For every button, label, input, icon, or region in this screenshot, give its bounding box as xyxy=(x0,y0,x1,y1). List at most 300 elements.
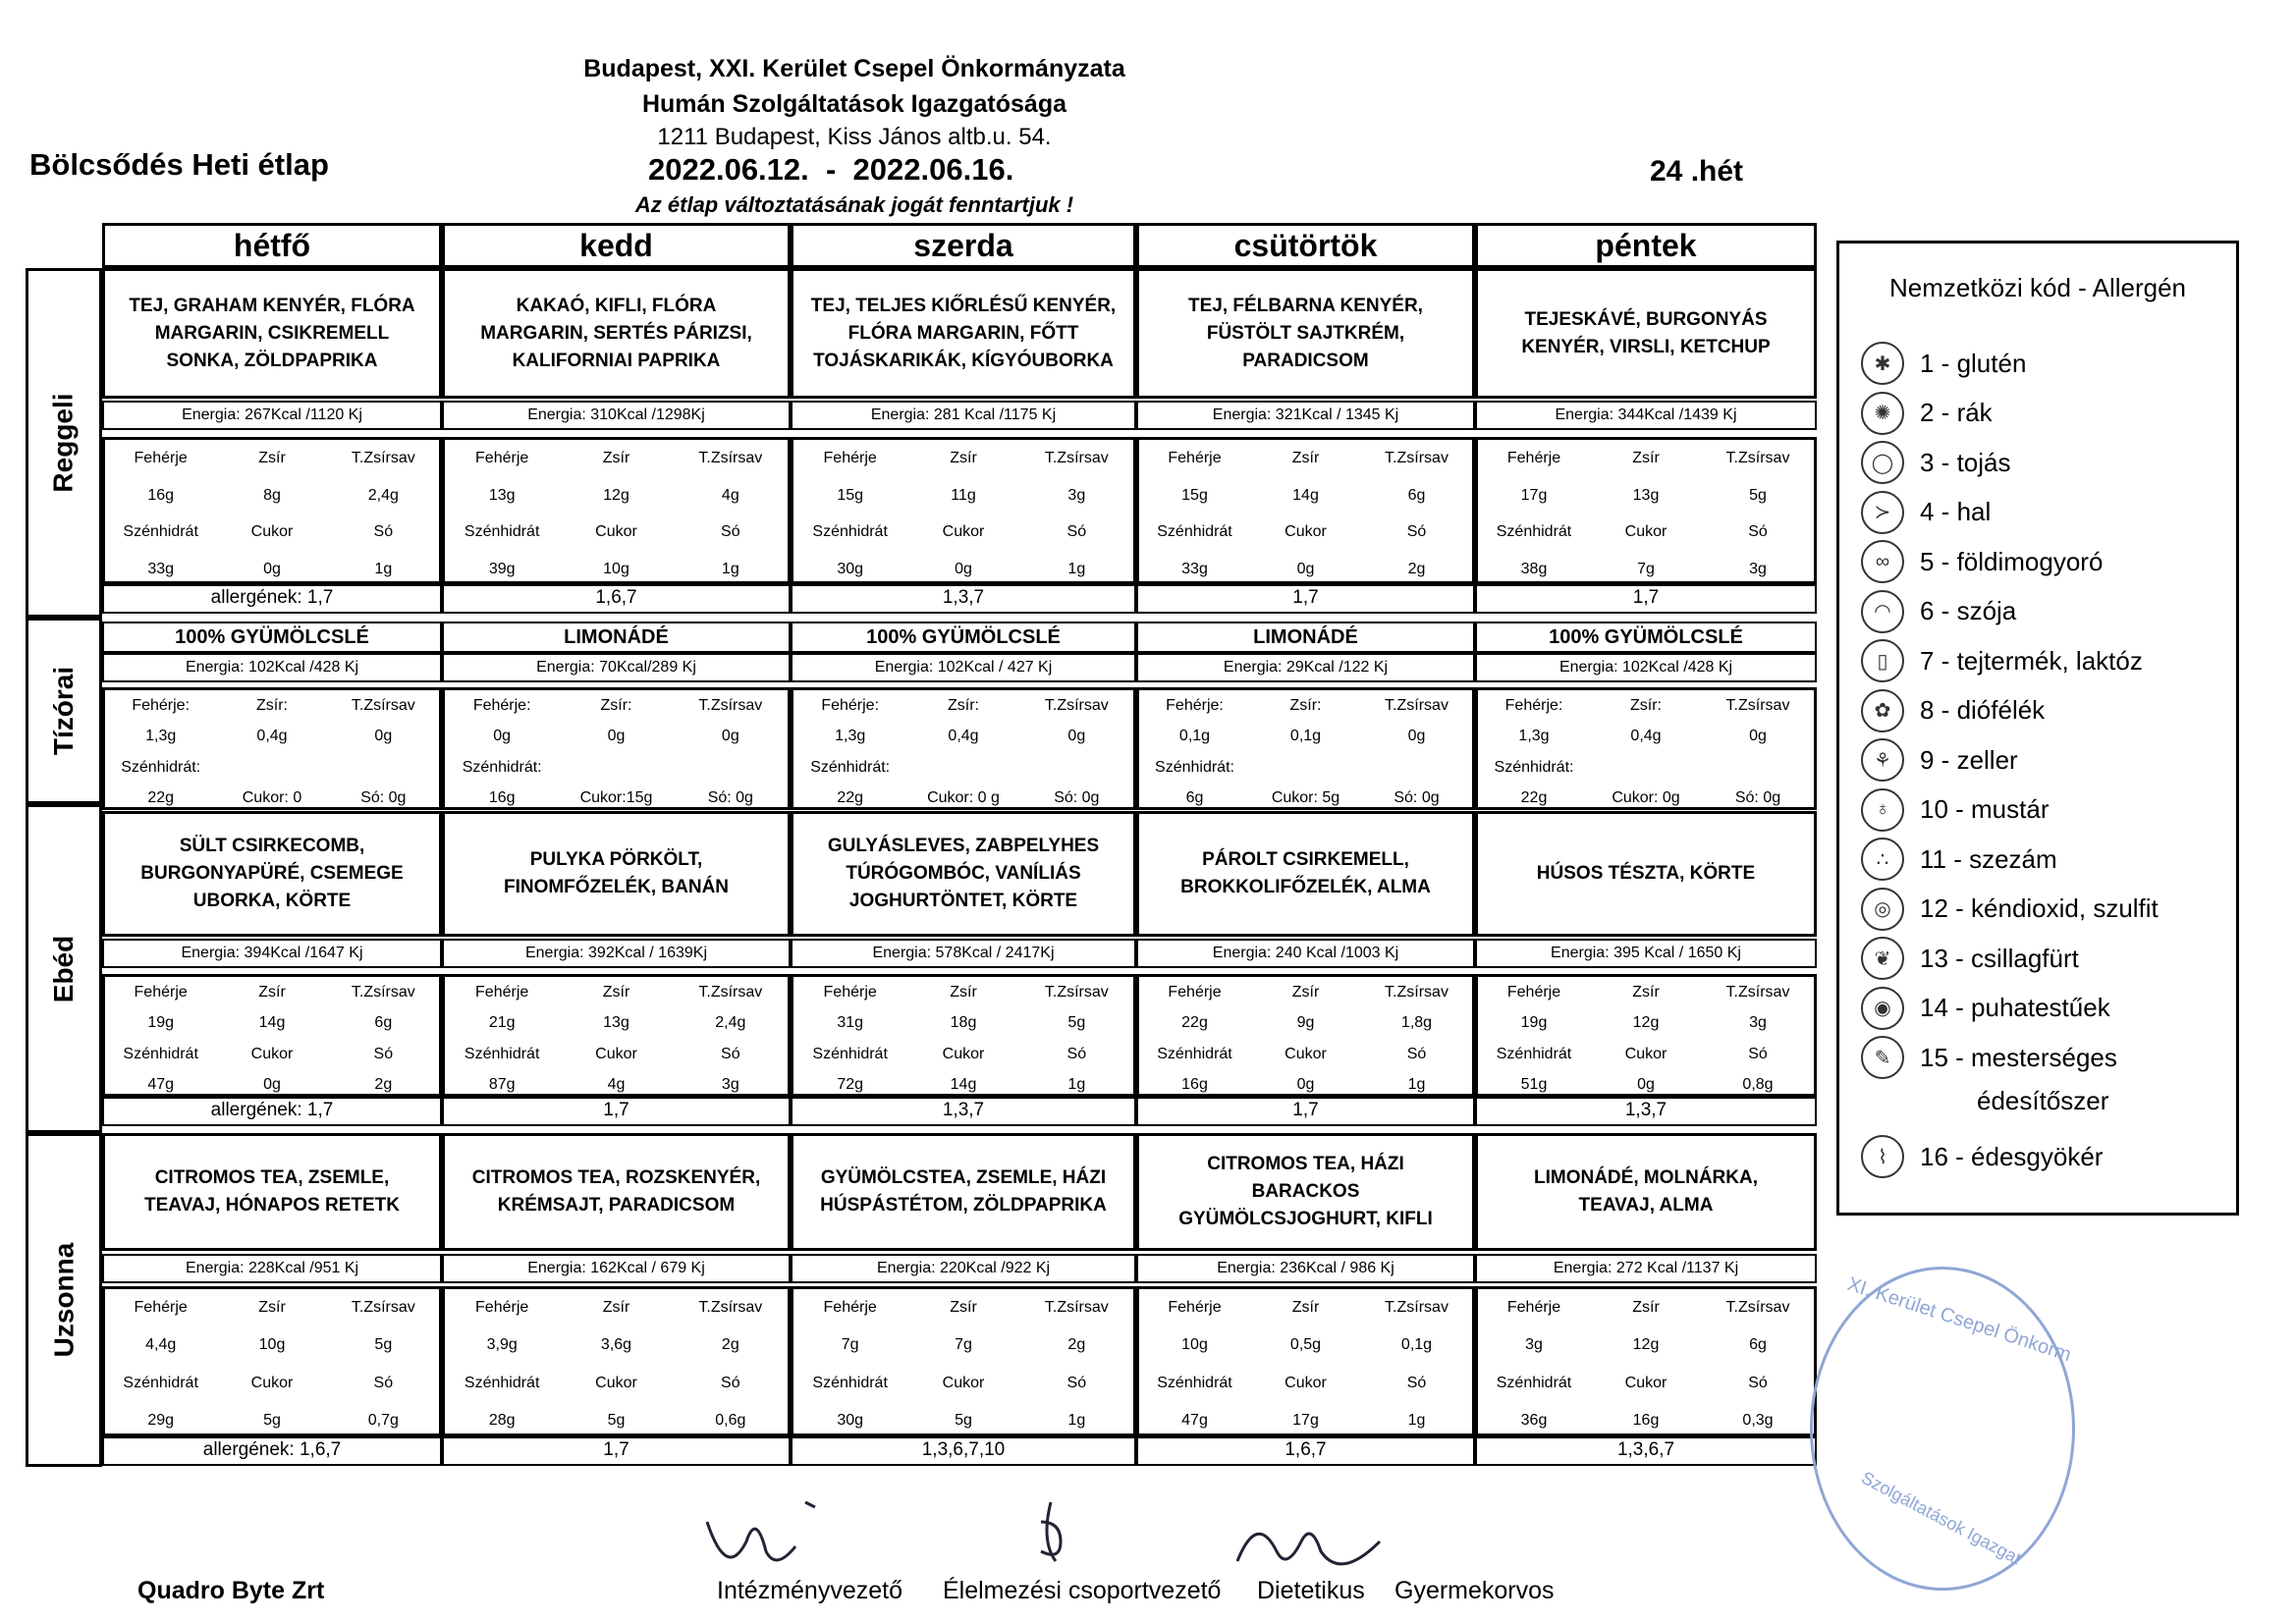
nutrient-value: Fehérje xyxy=(475,984,529,1001)
nutrient-value: Fehérje xyxy=(475,450,529,466)
menu-line: FINOMFŐZELÉK, BANÁN xyxy=(503,877,730,897)
nutrition-table xyxy=(1475,1286,1817,1436)
nutrient-value xyxy=(906,752,1019,783)
legend-label: 3 - tojás xyxy=(1920,447,2011,477)
menu-line: TEJESKÁVÉ, BURGONYÁS xyxy=(1524,308,1768,330)
nutrition-table xyxy=(442,437,791,584)
week-number: 24 .hét xyxy=(1650,155,1744,188)
nutrition-table xyxy=(1136,687,1475,810)
nutrient-value: Só xyxy=(373,1045,394,1062)
nutrient-value: 14g xyxy=(950,1075,977,1093)
nutrient-value: Só xyxy=(373,523,394,540)
legend-label: 14 - puhatestűek xyxy=(1920,993,2110,1022)
nutrient-value: 1g xyxy=(1407,1075,1426,1093)
nutrient-value: Zsír xyxy=(1291,1299,1320,1316)
energy-value: Energia: 102Kcal / 427 Kj xyxy=(791,653,1136,682)
menu-line: GYÜMÖLCSJOGHURT, KIFLI xyxy=(1178,1209,1433,1229)
nutrient-value: Cukor: 0 xyxy=(242,788,302,806)
nutrient-value: Szénhidrát xyxy=(1157,1374,1232,1391)
nutrient-value: T.Zsírsav xyxy=(1725,450,1790,466)
nutrient-value: 0g xyxy=(607,728,626,745)
nutrient-value: Fehérje xyxy=(1506,1299,1561,1316)
nutrient-value: 5g xyxy=(263,1411,281,1429)
menu-line: MARGARIN, SERTÉS PÁRIZSI, xyxy=(480,322,752,344)
nutrient-value: Fehérje xyxy=(1506,984,1561,1001)
menu-items xyxy=(791,1133,1136,1251)
nutrient-value: 0,1g xyxy=(1289,728,1322,745)
nutrient-value: Cukor xyxy=(1285,1374,1327,1391)
nutrient-value: Szénhidrát xyxy=(1496,1045,1572,1062)
nutrient-value: Fehérje xyxy=(1168,1299,1222,1316)
nutrient-value: 13g xyxy=(603,1014,629,1032)
nutrient-value: 0g xyxy=(493,728,512,745)
nutrition-table xyxy=(1475,687,1817,810)
nutrient-value: Cukor xyxy=(1285,1045,1327,1062)
nutrient-value: Fehérje xyxy=(823,984,877,1001)
nutrient-value: 19g xyxy=(1520,1014,1548,1032)
menu-line: KAKAÓ, KIFLI, FLÓRA xyxy=(516,295,717,316)
nutrient-value: Cukor: 0 g xyxy=(927,788,1000,806)
crab-icon: ✺ xyxy=(1861,392,1904,435)
menu-line: SÜLT CSIRKECOMB, xyxy=(179,836,365,856)
nutrient-value: Zsír: xyxy=(1289,697,1322,714)
nutrient-value: 11g xyxy=(951,486,976,504)
nutrient-value: 16g xyxy=(147,486,175,504)
nutrient-value: 15g xyxy=(837,486,864,504)
menu-items xyxy=(1475,1133,1817,1251)
menu-line: TOJÁSKARIKÁK, KÍGYÓUBORKA xyxy=(813,350,1114,371)
legend-label: 6 - szója xyxy=(1920,596,2017,625)
menu-line: BURGONYAPÜRÉ, CSEMEGE xyxy=(140,863,404,884)
nutrient-value: Só xyxy=(1748,1045,1768,1062)
nutrient-value: 6g xyxy=(1749,1336,1767,1354)
nutrient-value: 4g xyxy=(607,1075,626,1093)
nutrient-value: Zsír xyxy=(258,1299,286,1316)
meal-label-afternoon-snack: Uzsonna xyxy=(26,1133,102,1467)
allergen-codes: 1,3,7 xyxy=(791,1097,1136,1126)
nutrient-value: Zsír xyxy=(602,1299,630,1316)
menu-line: HÚSOS TÉSZTA, KÖRTE xyxy=(1536,863,1756,884)
nutrient-value: Só xyxy=(1406,1374,1427,1391)
allergen-codes: 1,7 xyxy=(1136,1097,1475,1126)
menu-items xyxy=(1475,811,1817,937)
menu-line: BROKKOLIFŐZELÉK, ALMA xyxy=(1180,877,1431,897)
menu-items xyxy=(791,268,1136,399)
allergen-codes: 1,7 xyxy=(442,1436,791,1466)
menu-line: SONKA, ZÖLDPAPRIKA xyxy=(166,350,378,371)
legend-item xyxy=(1861,888,2159,931)
nutrition-table xyxy=(791,974,1136,1097)
drink-name: 100% GYÜMÖLCSLÉ xyxy=(102,622,442,653)
nutrient-value: T.Zsírsav xyxy=(1044,984,1109,1001)
nutrient-value: Fehérje xyxy=(134,1299,188,1316)
nutrient-value: 47g xyxy=(1181,1411,1208,1429)
nutrition-table xyxy=(791,687,1136,810)
nutrient-value: 0g xyxy=(374,728,393,745)
nutrient-value: Só: 0g xyxy=(1054,788,1100,806)
nutrient-value: 0,6g xyxy=(715,1411,746,1429)
signature-label-pediatrician: Gyermekorvos xyxy=(1394,1577,1555,1604)
nutrient-value: Fehérje: xyxy=(821,697,880,714)
menu-line: PULYKA PÖRKÖLT, xyxy=(529,849,703,870)
drink-name: LIMONÁDÉ xyxy=(442,622,791,653)
menu-title: Bölcsődés Heti étlap xyxy=(29,147,329,182)
nutrient-value: Só xyxy=(1748,1374,1768,1391)
meal-label-breakfast: Reggeli xyxy=(26,268,102,618)
legend-item xyxy=(1861,491,1991,534)
nutrient-value: T.Zsírsav xyxy=(1044,450,1109,466)
allergen-legend xyxy=(1836,241,2239,1216)
energy-value: Energia: 29Kcal /122 Kj xyxy=(1136,653,1475,682)
nutrition-table xyxy=(102,1286,442,1436)
menu-line: KRÉMSAJT, PARADICSOM xyxy=(497,1195,736,1216)
nutrient-value: Cukor xyxy=(1624,1374,1667,1391)
nutrient-value: Zsír xyxy=(950,450,977,466)
nutrient-value: 0,1g xyxy=(1400,1336,1433,1354)
nutrient-value: 5g xyxy=(1067,1014,1086,1032)
nutrient-value: Zsír xyxy=(258,450,286,466)
nutrient-value: Szénhidrát xyxy=(123,1045,198,1062)
legend-label: 7 - tejtermék, laktóz xyxy=(1920,645,2143,676)
nutrient-value: 3,6g xyxy=(600,1336,632,1354)
nutrient-value: 1,8g xyxy=(1400,1014,1433,1032)
legend-item xyxy=(1861,590,2016,633)
nutrient-value: 3g xyxy=(1067,486,1086,504)
nutrient-value: 0g xyxy=(1749,728,1767,745)
nutrient-value: 21g xyxy=(488,1014,516,1032)
day-header-monday: hétfő xyxy=(102,223,442,268)
allergen-codes: 1,7 xyxy=(1136,584,1475,614)
nutrient-value: 4g xyxy=(721,486,739,504)
nutrient-value: 0g xyxy=(955,560,972,577)
nutrient-value: Cukor xyxy=(1624,1045,1667,1062)
menu-line: TÚRÓGOMBÓC, VANÍLIÁS xyxy=(846,863,1081,884)
nutrition-table xyxy=(1136,437,1475,584)
nutrient-value: T.Zsírsav xyxy=(1385,984,1449,1001)
legend-label: 13 - csillagfürt xyxy=(1920,943,2079,973)
nutrient-value: 16g xyxy=(1632,1411,1660,1429)
legend-item xyxy=(1861,788,2050,832)
nutrient-value: 3g xyxy=(1525,1336,1543,1354)
nutrient-value: 1g xyxy=(1067,560,1086,577)
menu-line: PARADICSOM xyxy=(1242,350,1369,371)
nutrient-value: Szénhidrát xyxy=(1157,1045,1232,1062)
nutrient-value: 2,4g xyxy=(715,1014,746,1032)
nutrient-value: Szénhidrát xyxy=(1496,523,1572,540)
nutrient-value: Só xyxy=(1066,1374,1087,1391)
legend-label: 1 - glutén xyxy=(1920,348,2027,378)
nutrient-value: 3g xyxy=(721,1075,739,1093)
handwritten-signatures xyxy=(687,1492,1100,1591)
menu-line: GULYÁSLEVES, ZABPELYHES xyxy=(827,836,1100,856)
nutrient-value: Cukor xyxy=(250,1045,294,1062)
drink-name: LIMONÁDÉ xyxy=(1136,622,1475,653)
nutrient-value: 0,1g xyxy=(1178,728,1211,745)
nutrient-value: Szénhidrát: xyxy=(462,758,542,776)
sesame-icon: ∴ xyxy=(1861,838,1904,881)
nutrient-value: T.Zsírsav xyxy=(698,697,763,714)
nutrient-value: Szénhidrát xyxy=(812,1374,888,1391)
nutrient-value: 7g xyxy=(841,1336,859,1354)
energy-value: Energia: 102Kcal /428 Kj xyxy=(1475,653,1817,682)
nutrient-value: 12g xyxy=(603,486,629,504)
energy-value: Energia: 220Kcal /922 Kj xyxy=(791,1254,1136,1283)
nutrient-value: 1g xyxy=(721,560,739,577)
nutrient-value: 0,5g xyxy=(1289,1336,1322,1354)
nutrient-value: Szénhidrát xyxy=(1496,1374,1572,1391)
nutrient-value: Cukor xyxy=(250,1374,294,1391)
legend-item xyxy=(1861,738,2018,782)
menu-line: PÁROLT CSIRKEMELL, xyxy=(1202,849,1409,870)
nutrient-value: 1g xyxy=(374,560,393,577)
nutrient-value: 13g xyxy=(1632,486,1660,504)
nutrient-value: Fehérje xyxy=(823,1299,877,1316)
menu-line: LIMONÁDÉ, MOLNÁRKA, xyxy=(1534,1167,1758,1188)
allergen-codes: allergének: 1,6,7 xyxy=(102,1436,442,1466)
allergen-codes: allergének: 1,7 xyxy=(102,584,442,614)
nutrient-value: T.Zsírsav xyxy=(698,450,763,466)
allergen-codes: 1,6,7 xyxy=(442,584,791,614)
official-stamp: XI. Kerület Csepel Önkorm Szolgáltatások Igazgat xyxy=(1810,1267,2075,1591)
energy-value: Energia: 102Kcal /428 Kj xyxy=(102,653,442,682)
nut-icon: ✿ xyxy=(1861,689,1904,732)
allergen-codes: 1,3,6,7,10 xyxy=(791,1436,1136,1466)
legend-item xyxy=(1977,1086,2108,1116)
legend-label: 10 - mustár xyxy=(1920,794,2050,824)
mustard-icon: ♁ xyxy=(1861,788,1904,832)
nutrient-value: Só xyxy=(1066,523,1087,540)
legend-label: 16 - édesgyökér xyxy=(1920,1141,2104,1171)
nutrient-value xyxy=(1702,752,1814,783)
nutrient-value: 1g xyxy=(1067,1075,1086,1093)
menu-line: TEJ, GRAHAM KENYÉR, FLÓRA xyxy=(129,295,415,316)
menu-line: KALIFORNIAI PAPRIKA xyxy=(512,350,721,371)
mollusc-icon: ◉ xyxy=(1861,987,1904,1030)
nutrient-value: 2g xyxy=(374,1075,393,1093)
energy-value: Energia: 240 Kcal /1003 Kj xyxy=(1136,939,1475,968)
org-department: Humán Szolgáltatások Igazgatósága xyxy=(641,90,1067,118)
nutrient-value: Szénhidrát xyxy=(1157,523,1232,540)
nutrient-value: Só: 0g xyxy=(1734,788,1781,806)
nutrient-value: 3g xyxy=(1749,1014,1767,1032)
nutrient-value: Zsír xyxy=(602,450,630,466)
nutrient-value: Só xyxy=(1406,1045,1427,1062)
energy-value: Energia: 236Kcal / 986 Kj xyxy=(1136,1254,1475,1283)
legend-label: 5 - földimogyoró xyxy=(1920,546,2104,576)
nutrient-value: Zsír xyxy=(1291,450,1320,466)
nutrient-value: 1g xyxy=(1067,1411,1086,1429)
nutrient-value: Fehérje: xyxy=(1504,697,1563,714)
disclaimer: Az étlap változtatásának jogát fenntartjuk ! xyxy=(634,192,1074,217)
nutrient-value: 47g xyxy=(147,1075,175,1093)
nutrient-value: T.Zsírsav xyxy=(351,1299,415,1316)
nutrient-value: T.Zsírsav xyxy=(1385,697,1449,714)
nutrient-value: Zsír xyxy=(950,984,977,1001)
nutrient-value: 36g xyxy=(1520,1411,1548,1429)
nutrient-value: T.Zsírsav xyxy=(1385,1299,1449,1316)
legend-label: 2 - rák xyxy=(1920,398,1993,427)
legend-label: 4 - hal xyxy=(1920,497,1992,526)
allergen-codes: allergének: 1,7 xyxy=(102,1097,442,1126)
menu-line: UBORKA, KÖRTE xyxy=(192,891,352,911)
nutrient-value: Fehérje xyxy=(1506,450,1561,466)
nutrient-value: Só xyxy=(721,1374,740,1391)
energy-value: Energia: 281 Kcal /1175 Kj xyxy=(791,401,1136,430)
nutrient-value: 9g xyxy=(1296,1014,1315,1032)
menu-line: TEAVAJ, HÓNAPOS RETETK xyxy=(143,1195,401,1216)
legend-title: Nemzetközi kód - Allergén xyxy=(1888,273,2187,302)
fish-icon: ≻ xyxy=(1861,491,1904,534)
day-header-friday: péntek xyxy=(1475,223,1817,268)
energy-value: Energia: 392Kcal / 1639Kj xyxy=(442,939,791,968)
nutrient-value: T.Zsírsav xyxy=(698,1299,763,1316)
menu-line: TEJ, FÉLBARNA KENYÉR, xyxy=(1188,295,1423,316)
nutrient-value: 16g xyxy=(488,788,516,806)
energy-value: Energia: 395 Kcal / 1650 Kj xyxy=(1475,939,1817,968)
nutrition-table xyxy=(1136,1286,1475,1436)
meal-label-lunch: Ebéd xyxy=(26,804,102,1133)
nutrient-value: 0g xyxy=(263,1075,281,1093)
wheat-icon: ✱ xyxy=(1861,342,1904,385)
nutrient-value: 0g xyxy=(1296,1075,1315,1093)
menu-items xyxy=(102,811,442,937)
menu-items xyxy=(1136,1133,1475,1251)
allergen-codes: 1,3,7 xyxy=(1475,1097,1817,1126)
allergen-codes: 1,6,7 xyxy=(1136,1436,1475,1466)
legend-item xyxy=(1861,392,1993,435)
licorice-icon: ⌇ xyxy=(1861,1135,1904,1178)
nutrient-value: Zsír xyxy=(258,984,286,1001)
nutrient-value: 1,3g xyxy=(1518,728,1550,745)
nutrient-value: 3,9g xyxy=(486,1336,518,1354)
legend-item xyxy=(1861,1036,2117,1079)
nutrient-value: 1,3g xyxy=(835,728,866,745)
org-name: Budapest, XXI. Kerület Csepel Önkormányzata xyxy=(583,55,1125,82)
nutrient-value: 12g xyxy=(1632,1014,1660,1032)
nutrient-value: 72g xyxy=(837,1075,864,1093)
nutrient-value: Fehérje: xyxy=(1166,697,1224,714)
allergen-codes: 1,7 xyxy=(442,1097,791,1126)
nutrient-value: T.Zsírsav xyxy=(351,984,415,1001)
egg-icon: ◯ xyxy=(1861,441,1904,484)
nutrient-value: 0g xyxy=(1637,1075,1655,1093)
nutrient-value: 15g xyxy=(1181,486,1208,504)
nutrient-value: 0g xyxy=(1296,560,1315,577)
nutrient-value xyxy=(1250,752,1361,783)
legend-item xyxy=(1861,342,2026,385)
nutrient-value: Fehérje xyxy=(1168,450,1222,466)
legend-item xyxy=(1861,639,2143,682)
nutrient-value: 28g xyxy=(488,1411,516,1429)
menu-line: CITROMOS TEA, ZSEMLE, xyxy=(154,1167,390,1188)
nutrition-table xyxy=(1475,437,1817,584)
nutrient-value: 2g xyxy=(721,1336,739,1354)
nutrient-value: Só xyxy=(1406,523,1427,540)
nutrient-value: T.Zsírsav xyxy=(1725,697,1790,714)
menu-items xyxy=(442,811,791,937)
energy-value: Energia: 267Kcal /1120 Kj xyxy=(102,401,442,430)
nutrient-value: 0g xyxy=(263,560,281,577)
nutrient-value: Zsír xyxy=(602,984,630,1001)
nutrient-value: 87g xyxy=(488,1075,516,1093)
nutrient-value: Szénhidrát xyxy=(464,1374,540,1391)
nutrient-value: Szénhidrát: xyxy=(1155,758,1234,776)
nutrient-value: 22g xyxy=(837,788,864,806)
nutrient-value: T.Zsírsav xyxy=(1044,1299,1109,1316)
nutrient-value: T.Zsírsav xyxy=(698,984,763,1001)
nutrient-value: 39g xyxy=(488,560,516,577)
legend-item xyxy=(1861,441,2011,484)
nutrient-value: 0g xyxy=(1067,728,1086,745)
energy-value: Energia: 228Kcal /951 Kj xyxy=(102,1254,442,1283)
nutrient-value: 22g xyxy=(147,788,175,806)
nutrient-value: 10g xyxy=(258,1336,286,1354)
nutrient-value xyxy=(328,752,439,783)
nutrient-value: 12g xyxy=(1632,1336,1660,1354)
legend-label: 8 - diófélék xyxy=(1920,695,2046,725)
allergen-codes: 1,3,7 xyxy=(791,584,1136,614)
nutrition-table xyxy=(102,437,442,584)
nutrient-value: 4,4g xyxy=(145,1336,177,1354)
nutrient-value: 6g xyxy=(1185,788,1204,806)
menu-items xyxy=(1475,268,1817,399)
nutrient-value: Szénhidrát xyxy=(812,523,888,540)
nutrient-value: 6g xyxy=(374,1014,393,1032)
nutrient-value: 0,7g xyxy=(367,1411,399,1429)
nutrient-value: 14g xyxy=(1292,486,1319,504)
menu-line: TEAVAJ, ALMA xyxy=(1578,1195,1714,1216)
nutrient-value: Szénhidrát xyxy=(464,1045,540,1062)
nutrient-value: Cukor xyxy=(1285,523,1327,540)
nutrient-value: Cukor xyxy=(595,1374,637,1391)
nutrient-value: 51g xyxy=(1520,1075,1548,1093)
signature-label-dietitian: Dietetikus xyxy=(1257,1577,1365,1604)
legend-label: 15 - mesterséges xyxy=(1920,1042,2117,1072)
nutrient-value: Cukor xyxy=(595,523,637,540)
drink-name: 100% GYÜMÖLCSLÉ xyxy=(791,622,1136,653)
nutrient-value: Szénhidrát xyxy=(123,1374,198,1391)
nutrient-value: Szénhidrát xyxy=(123,523,198,540)
nutrient-value xyxy=(1020,752,1133,783)
nutrient-value: T.Zsírsav xyxy=(351,697,415,714)
nutrient-value: 0,4g xyxy=(1630,728,1662,745)
nutrient-value: 8g xyxy=(263,486,281,504)
nutrient-value: T.Zsírsav xyxy=(1725,984,1790,1001)
nutrient-value: Só xyxy=(721,1045,740,1062)
peanut-icon: ∞ xyxy=(1861,540,1904,583)
nutrient-value: Fehérje xyxy=(134,450,188,466)
nutrient-value: 0,4g xyxy=(256,728,288,745)
nutrient-value: 33g xyxy=(1181,560,1208,577)
nutrient-value: Szénhidrát: xyxy=(1494,758,1574,776)
nutrition-table xyxy=(442,974,791,1097)
signature-label-institution-head: Intézményvezető xyxy=(717,1577,902,1604)
nutrient-value: 1g xyxy=(1407,1411,1426,1429)
nutrient-value: Fehérje xyxy=(1168,984,1222,1001)
nutrient-value: T.Zsírsav xyxy=(1044,697,1109,714)
nutrient-value: Cukor xyxy=(942,1374,985,1391)
nutrient-value: Cukor: 0g xyxy=(1612,788,1680,806)
nutrient-value: 30g xyxy=(837,560,864,577)
signature-label-catering-lead: Élelmezési csoportvezető xyxy=(943,1577,1222,1604)
nutrient-value: 10g xyxy=(603,560,629,577)
nutrient-value: 3g xyxy=(1749,560,1767,577)
energy-value: Energia: 162Kcal / 679 Kj xyxy=(442,1254,791,1283)
nutrient-value: 13g xyxy=(488,486,516,504)
nutrient-value: 16g xyxy=(1181,1075,1208,1093)
nutrient-value: 14g xyxy=(258,1014,286,1032)
nutrient-value: Szénhidrát xyxy=(812,1045,888,1062)
